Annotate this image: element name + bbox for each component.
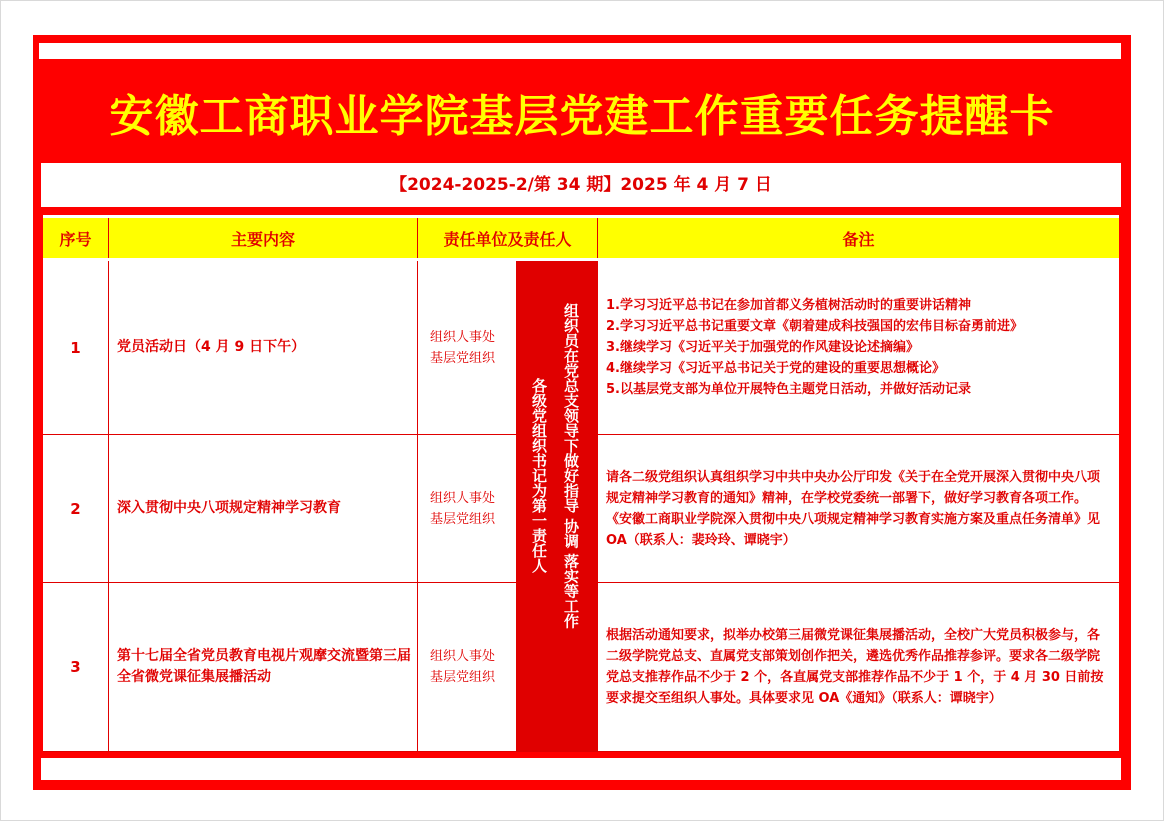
- row-2-notes: 请各二级党组织认真组织学习中共中央办公厅印发《关于在全党开展深入贯彻中央八项规定精神学习教育的通知》精神，在学校党委统一部署下，做好学习教育各项工作。 《安徽工商职业学院深入贯彻中央八项规定精神学习教育实施方案及重点任务清单》见 OA（联系人：裴玲玲、谭晓宇）: [598, 435, 1119, 583]
- header-content: 主要内容: [109, 218, 418, 258]
- vertical-merged-cell: [517, 261, 598, 752]
- row-2-content: 深入贯彻中央八项规定精神学习教育: [109, 435, 418, 583]
- header-no: 序号: [43, 218, 109, 258]
- header-responsible: 责任单位及责任人: [418, 218, 598, 258]
- issue-line: 【2024-2025-2/第 34 期】2025 年 4 月 7 日: [41, 163, 1121, 207]
- top-white-band: [39, 43, 1121, 59]
- vertical-text-secretary: 各级党组织书记为第一责任人: [530, 378, 548, 573]
- task-table: [43, 215, 1119, 752]
- row-2-no: 2: [43, 435, 109, 583]
- row-2-responsible: [418, 435, 517, 583]
- row-3-no: 3: [43, 583, 109, 752]
- row-1-notes: 1.学习习近平总书记在参加首都义务植树活动时的重要讲话精神 2.学习习近平总书记重要文章《朝着建成科技强国的宏伟目标奋勇前进》 3.继续学习《习近平关于加强党的作风建设论述摘编》 4.继续学习《习近平总书记关于党的建设的重要思想概论》 5.以基层党支部为单位开展特色主题党日活动，并做好活动记录: [598, 261, 1119, 435]
- card-title: 安徽工商职业学院基层党建工作重要任务提醒卡: [109, 91, 1055, 142]
- row-3-content: 第十七届全省党员教育电视片观摩交流暨第三届全省微党课征集展播活动: [109, 583, 418, 752]
- row-1-content: 党员活动日（4 月 9 日下午）: [109, 261, 418, 435]
- row-3-notes: 根据活动通知要求，拟举办校第三届微党课征集展播活动，全校广大党员积极参与，各二级学院党总支、直属党支部策划创作把关，遴选优秀作品推荐参评。要求各二级学院党总支推荐作品不少于 2 个，各直属党支部推荐作品不少于 1 个，于 4 月 30 日前按要求提交至组织人事处。具体要求见 OA《通知》（联系人：谭晓宇）: [598, 583, 1119, 752]
- bottom-white-band: [41, 758, 1121, 780]
- row-2-resp-unit: 组织人事处: [430, 490, 496, 506]
- row-2-resp-org: 基层党组织: [430, 511, 496, 527]
- row-1-resp-org: 基层党组织: [430, 350, 496, 366]
- row-3-responsible: [418, 583, 517, 752]
- row-1-no: 1: [43, 261, 109, 435]
- row-3-resp-unit: 组织人事处: [430, 649, 496, 664]
- row-1-resp-unit: 组织人事处: [430, 329, 496, 345]
- vertical-text-organizer: 组织员在党总支领导下做好指导 协调 落实等工作: [562, 303, 580, 629]
- row-1-responsible: [418, 261, 517, 435]
- row-3-resp-org: 基层党组织: [430, 670, 496, 685]
- reminder-card: [33, 35, 1131, 790]
- header-notes: 备注: [598, 218, 1119, 258]
